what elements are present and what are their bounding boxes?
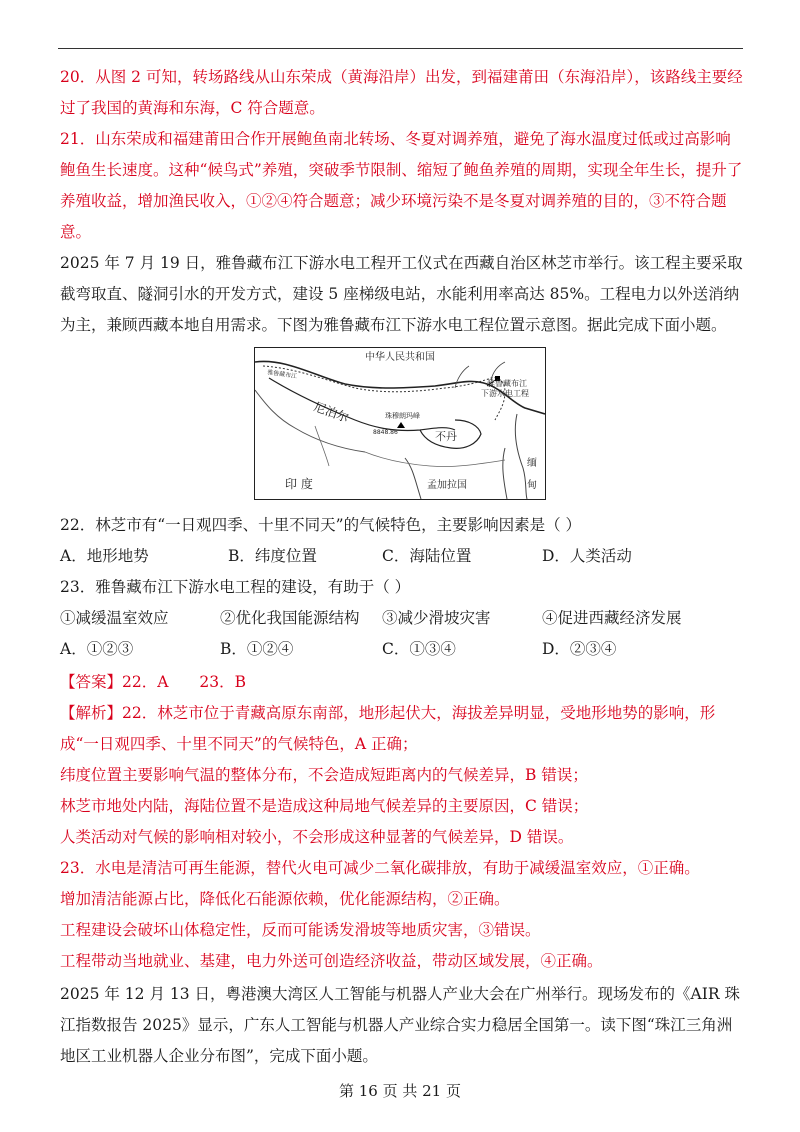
map-label-project-1: 雅鲁藏布江 bbox=[487, 379, 527, 388]
q23-option-b: B．①②④ bbox=[220, 640, 294, 658]
q23-option-a: A．①②③ bbox=[60, 640, 134, 658]
q22-stem: 22．林芝市有“一日观四季、十里不同天”的气候特色，主要影响因素是（ ） bbox=[60, 516, 582, 534]
q23-stem: 23．雅鲁藏布江下游水电工程的建设，有助于（ ） bbox=[60, 578, 411, 596]
map-label-china: 中华人民共和国 bbox=[365, 352, 435, 363]
q22-option-b: B．纬度位置 bbox=[228, 547, 317, 565]
india-north-border bbox=[255, 390, 365, 452]
map-label-myanmar-2: 甸 bbox=[527, 480, 537, 491]
map-figure bbox=[255, 348, 545, 499]
q22-option-d: D．人类活动 bbox=[542, 547, 632, 565]
map-label-everest: 珠穆朗玛峰 bbox=[385, 412, 420, 420]
map-label-bangladesh: 孟加拉国 bbox=[427, 480, 467, 491]
answer-line bbox=[60, 667, 744, 698]
ganges-tributary bbox=[315, 426, 329, 466]
analysis-line-2: 纬度位置主要影响气温的整体分布，不会造成短距离内的气候差异，B 错误； bbox=[60, 766, 588, 784]
page-footer: 第 16 页 共 21 页 bbox=[338, 1082, 461, 1100]
next-question-intro: 2025 年 12 月 13 日，粤港澳大湾区人工智能与机器人产业大会在广州举行。现场发布的《AIR 珠江指数报告 2025》显示，广东人工智能与机器人产业综合实力稳居全国第一。读下图“珠江三角洲地区工业机器人企业分布图”，完成下面小题。 bbox=[60, 985, 740, 1065]
map-label-myanmar-1: 缅 bbox=[527, 458, 537, 469]
q22-option-a: A．地形地势 bbox=[60, 547, 149, 565]
everest-marker-icon bbox=[397, 422, 405, 428]
q23-statement-3: ③减少滑坡灾害 bbox=[382, 609, 491, 627]
q23-statement-4: ④促进西藏经济发展 bbox=[542, 609, 682, 627]
yarlung-tsangpo-map bbox=[254, 347, 546, 500]
analysis-line-6: 增加清洁能源占比，降低化石能源依赖，优化能源结构，②正确。 bbox=[60, 890, 510, 908]
analysis-line-5: 23．水电是清洁可再生能源，替代火电可减少二氧化碳排放，有助于减缓温室效应，①正确。 bbox=[60, 859, 700, 877]
q20-explanation: 20．从图 2 可知，转场路线从山东荣成（黄海沿岸）出发，到福建莆田（东海沿岸），该路线主要经过了我国的黄海和东海，C 符合题意。 bbox=[60, 68, 743, 117]
q23-option-c: C．①③④ bbox=[382, 640, 456, 658]
tributary-2 bbox=[455, 366, 469, 388]
map-label-india: 印 度 bbox=[285, 477, 313, 491]
q23-statement-2: ②优化我国能源结构 bbox=[220, 609, 360, 627]
q23-statement-1: ①减缓温室效应 bbox=[60, 609, 169, 627]
answer-label: 【答案】 bbox=[60, 673, 123, 691]
analysis-line-3: 林芝市地处内陆，海陆位置不是造成这种局地气候差异的主要原因，C 错误； bbox=[60, 797, 589, 815]
analysis-line-4: 人类活动对气候的影响相对较小，不会形成这种显著的气候差异，D 错误。 bbox=[60, 828, 574, 846]
map-label-nepal: 尼泊尔 bbox=[311, 399, 351, 426]
analysis-line-1: 22．林芝市位于青藏高原东南部，地形起伏大，海拔差异明显，受地形地势的影响，形成“一日观四季、十里不同天”的气候特色，A 正确； bbox=[60, 704, 716, 753]
analysis-label: 【解析】 bbox=[60, 704, 123, 722]
map-label-project-2: 下游水电工程 bbox=[481, 389, 529, 398]
q22-23-intro: 2025 年 7 月 19 日，雅鲁藏布江下游水电工程开工仪式在西藏自治区林芝市举行。该工程主要采取截弯取直、隧洞引水的开发方式，建设 5 座梯级电站，水能利用率高达 85%。工程电力以外送消纳为主，兼顾西藏本地自用需求。下图为雅鲁藏布江下游水电工程位置示意图。据此完成下面小题。 bbox=[60, 254, 743, 334]
q22-option-c: C．海陆位置 bbox=[382, 547, 472, 565]
map-label-elevation: 8848.86 bbox=[373, 429, 398, 436]
q21-explanation: 21．山东荣成和福建莆田合作开展鲍鱼南北转场、冬夏对调养殖，避免了海水温度过低或过高影响鲍鱼生长速度。这种“候鸟式”养殖，突破季节限制、缩短了鲍鱼养殖的周期，实现全年生长，提升了养殖收益，增加渔民收入，①②④符合题意；减少环境污染不是冬夏对调养殖的目的，③不符合题意。 bbox=[60, 130, 743, 241]
analysis-q22-1 bbox=[60, 698, 744, 760]
analysis-line-7: 工程建设会破坏山体稳定性，反而可能诱发滑坡等地质灾害，③错误。 bbox=[60, 921, 541, 939]
map-label-bhutan: 不丹 bbox=[435, 430, 457, 443]
myanmar-border bbox=[515, 414, 527, 499]
header-rule bbox=[58, 48, 743, 49]
yarlung-tsangpo-river bbox=[263, 366, 505, 420]
brahmaputra-lower bbox=[365, 452, 505, 467]
q23-option-d: D．②③④ bbox=[542, 640, 617, 658]
answer-text: 22．A 23．B bbox=[122, 673, 247, 691]
bangladesh-border-e bbox=[503, 448, 507, 499]
analysis-line-8: 工程带动当地就业、基建，电力外送可创造经济收益，带动区域发展，④正确。 bbox=[60, 952, 603, 970]
map-label-river: 雅鲁藏布江 bbox=[266, 369, 298, 381]
